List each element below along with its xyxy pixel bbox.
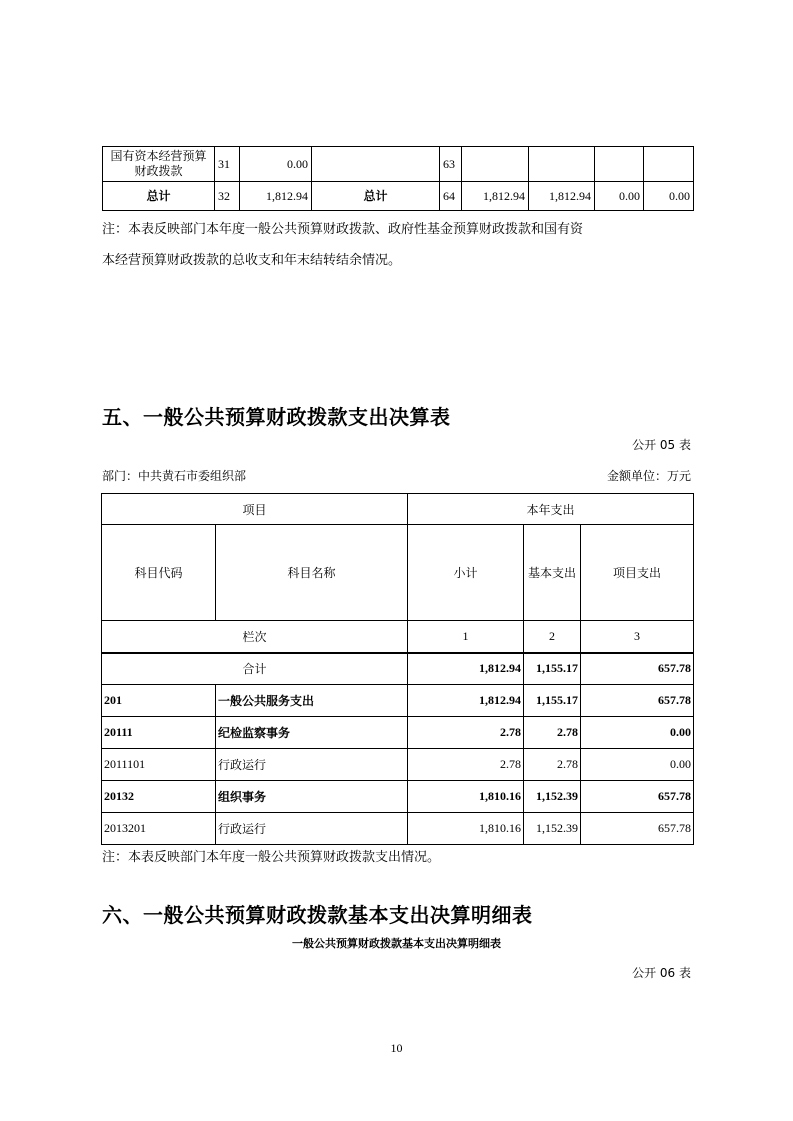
- table-row: [102, 781, 694, 813]
- cell-value: 1,155.17: [524, 685, 581, 717]
- subject-name: 行政运行: [216, 749, 408, 781]
- subject-code: 20132: [102, 781, 216, 813]
- cell-value: 0.00: [581, 749, 694, 781]
- header-basic: 基本支出: [524, 525, 581, 621]
- table-row: [102, 717, 694, 749]
- cell-value: 657.78: [581, 685, 694, 717]
- section-heading: 五、一般公共预算财政拨款支出决算表: [102, 405, 451, 429]
- cell-value: 2.78: [408, 749, 524, 781]
- total-row: [102, 653, 694, 685]
- subject-name: 行政运行: [216, 813, 408, 845]
- cell-value: 1,810.16: [408, 813, 524, 845]
- row-label: 国有资本经营预算财政拨款: [103, 147, 215, 182]
- section-heading: 六、一般公共预算财政拨款基本支出决算明细表: [102, 903, 533, 927]
- header-row: [102, 525, 694, 621]
- cell-value: 0.00: [581, 717, 694, 749]
- column-number: 3: [581, 621, 694, 653]
- header-row: [102, 494, 694, 525]
- table-number: 公开 06 表: [632, 966, 691, 980]
- subject-code: 20111: [102, 717, 216, 749]
- cell-value: 0.00: [240, 147, 312, 182]
- row-label: 总计: [103, 182, 215, 211]
- line-number: 63: [440, 147, 462, 182]
- subject-code: 2011101: [102, 749, 216, 781]
- empty-cell: [462, 147, 529, 182]
- table-row: [102, 685, 694, 717]
- subject-name: 一般公共服务支出: [216, 685, 408, 717]
- line-number: 64: [440, 182, 462, 211]
- header-project: 项目支出: [581, 525, 694, 621]
- header-item: 项目: [102, 494, 408, 525]
- cell-value: 1,812.94: [529, 182, 595, 211]
- cell-value: 1,812.94: [408, 685, 524, 717]
- empty-cell: [312, 147, 440, 182]
- subject-name: 组织事务: [216, 781, 408, 813]
- table-row: [102, 749, 694, 781]
- cell-value: 0.00: [644, 182, 694, 211]
- cell-value: 1,812.94: [240, 182, 312, 211]
- header-name: 科目名称: [216, 525, 408, 621]
- header-subtotal: 小计: [408, 525, 524, 621]
- line-number: 31: [215, 147, 240, 182]
- empty-cell: [644, 147, 694, 182]
- subject-code: 201: [102, 685, 216, 717]
- header-current-year: 本年支出: [408, 494, 694, 525]
- column-number: 1: [408, 621, 524, 653]
- page-number: 10: [390, 1041, 403, 1055]
- cell-value: 2.78: [408, 717, 524, 749]
- row-label: 总计: [312, 182, 440, 211]
- expenditure-table: [101, 493, 694, 845]
- note-line: 注：本表反映部门本年度一般公共预算财政拨款支出情况。: [102, 850, 441, 865]
- cell-value: 1,812.94: [462, 182, 529, 211]
- cell-value: 657.78: [581, 653, 694, 685]
- subject-code: 2013201: [102, 813, 216, 845]
- cell-value: 1,812.94: [408, 653, 524, 685]
- table-row: [103, 182, 694, 211]
- cell-value: 2.78: [524, 717, 581, 749]
- header-code: 科目代码: [102, 525, 216, 621]
- total-label: 合计: [102, 653, 408, 685]
- table-row: [102, 813, 694, 845]
- empty-cell: [529, 147, 595, 182]
- cell-value: 1,152.39: [524, 781, 581, 813]
- note-line: 注：本表反映部门本年度一般公共预算财政拨款、政府性基金预算财政拨款和国有资: [102, 222, 584, 237]
- cell-value: 657.78: [581, 781, 694, 813]
- table-row: [103, 147, 694, 182]
- note-line: 本经营预算财政拨款的总收支和年末结转结余情况。: [102, 253, 402, 268]
- top-continuation-table: [102, 146, 694, 211]
- cell-value: 1,152.39: [524, 813, 581, 845]
- cell-value: 0.00: [595, 182, 644, 211]
- department-label: 部门：中共黄石市委组织部: [102, 469, 247, 483]
- table-number: 公开 05 表: [632, 438, 691, 452]
- cell-value: 1,810.16: [408, 781, 524, 813]
- column-order-row: [102, 621, 694, 653]
- column-order-label: 栏次: [102, 621, 408, 653]
- empty-cell: [595, 147, 644, 182]
- cell-value: 1,155.17: [524, 653, 581, 685]
- subject-name: 纪检监察事务: [216, 717, 408, 749]
- cell-value: 657.78: [581, 813, 694, 845]
- table-subtitle: 一般公共预算财政拨款基本支出决算明细表: [292, 937, 501, 950]
- column-number: 2: [524, 621, 581, 653]
- line-number: 32: [215, 182, 240, 211]
- unit-label: 金额单位：万元: [606, 469, 691, 483]
- cell-value: 2.78: [524, 749, 581, 781]
